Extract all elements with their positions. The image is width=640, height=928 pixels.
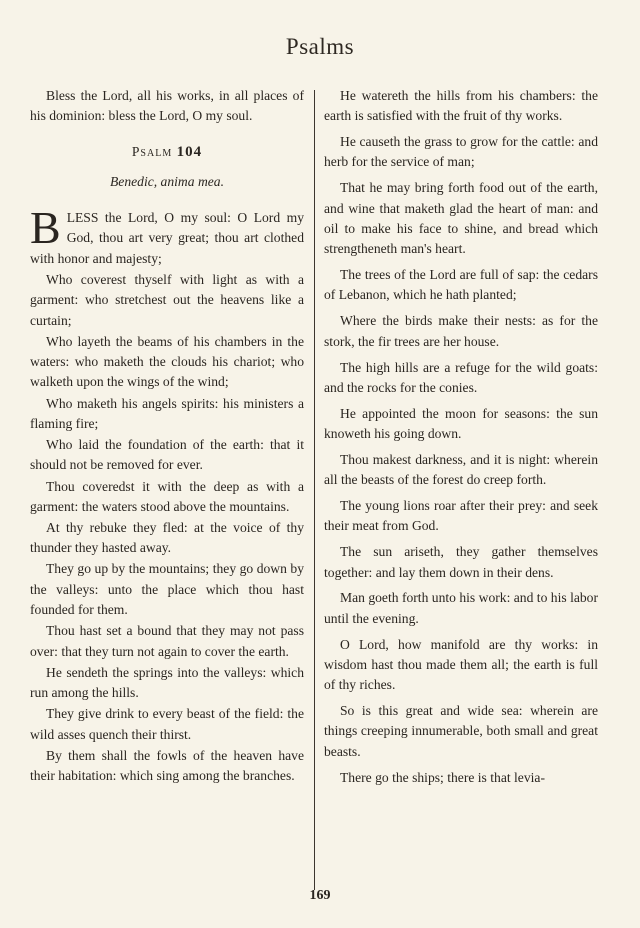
verse: The trees of the Lord are full of sap: the cedars of Lebanon, which he hath planted;: [324, 267, 598, 303]
verse: Who maketh his angels spirits: his ministers a flaming fire;: [30, 395, 304, 431]
verse: He sendeth the springs into the valleys: which run among the hills.: [30, 664, 304, 701]
verse: They go up by the mountains; they go down by the valleys: unto the place which thou hast founded for them.: [30, 561, 304, 618]
first-verse: [30, 202, 304, 269]
verse: He watereth the hills from his chambers: the earth is satisfied with the fruit of thy works.: [324, 88, 598, 124]
intro-verse: Bless the Lord, all his works, in all places of his dominion: bless the Lord, O my soul.: [30, 88, 304, 124]
psalm-subtitle: Benedic, anima mea.: [109, 173, 224, 189]
verse: O Lord, how manifold are thy works: in wisdom hast thou made them all; the earth is full of thy riches.: [324, 636, 598, 693]
verse: By them shall the fowls of the heaven have their habitation: which sing among the branches.: [30, 747, 304, 783]
psalm-number: 104: [176, 143, 203, 160]
verse: The sun ariseth, they gather themselves together: and lay them down in their dens.: [324, 544, 598, 580]
page-number: 169: [309, 888, 331, 903]
verse: He appointed the moon for seasons: the sun knoweth his going down.: [324, 405, 598, 442]
psalm-title: [30, 142, 304, 162]
verse: Man goeth forth unto his work: and to his labor until the evening.: [324, 590, 598, 626]
page-header: Psalms: [285, 34, 355, 59]
verse: Thou makest darkness, and it is night: wherein all the beasts of the forest do creep forth.: [324, 451, 598, 488]
verse: Who coverest thyself with light as with a garment: who stretchest out the heavens like a curtain;: [30, 271, 304, 328]
right-column: [324, 86, 598, 794]
column-divider: [314, 90, 315, 890]
verse: Thou hast set a bound that they may not pass over: that they turn not again to cover the earth.: [30, 623, 304, 659]
verse: At thy rebuke they fled: at the voice of thy thunder they hasted away.: [30, 519, 304, 556]
verse: The young lions roar after their prey: and seek their meat from God.: [324, 498, 598, 534]
left-column: [30, 86, 304, 787]
verse: Who laid the foundation of the earth: that it should not be removed for ever.: [30, 437, 304, 473]
verse: He causeth the grass to grow for the cattle: and herb for the service of man;: [324, 134, 598, 170]
verse: They give drink to every beast of the field: the wild asses quench their thirst.: [30, 706, 304, 742]
drop-cap: B: [30, 202, 61, 254]
verse: There go the ships; there is that levia-: [340, 769, 545, 785]
verse: Where the birds make their nests: as for the stork, the fir trees are her house.: [324, 313, 598, 349]
psalm-label: Psalm: [131, 143, 173, 159]
first-verse-text: LESS the Lord, O my soul: O Lord my God, thou art very great; thou art clothed with honor and majesty;: [30, 210, 304, 266]
verse: Thou coveredst it with the deep as with a garment: the waters stood above the mountains.: [30, 478, 304, 514]
verse: The high hills are a refuge for the wild goats: and the rocks for the conies.: [324, 359, 598, 395]
verse: Who layeth the beams of his chambers in the waters: who maketh the clouds his chariot; who walketh upon the wings of the wind;: [30, 333, 304, 390]
verse: That he may bring forth food out of the earth, and wine that maketh glad the heart of man: and oil to make his face to shine, and bread which strengtheneth man's heart.: [324, 180, 598, 257]
verse: So is this great and wide sea: wherein are things creeping innumerable, both small and great beasts.: [324, 703, 598, 759]
